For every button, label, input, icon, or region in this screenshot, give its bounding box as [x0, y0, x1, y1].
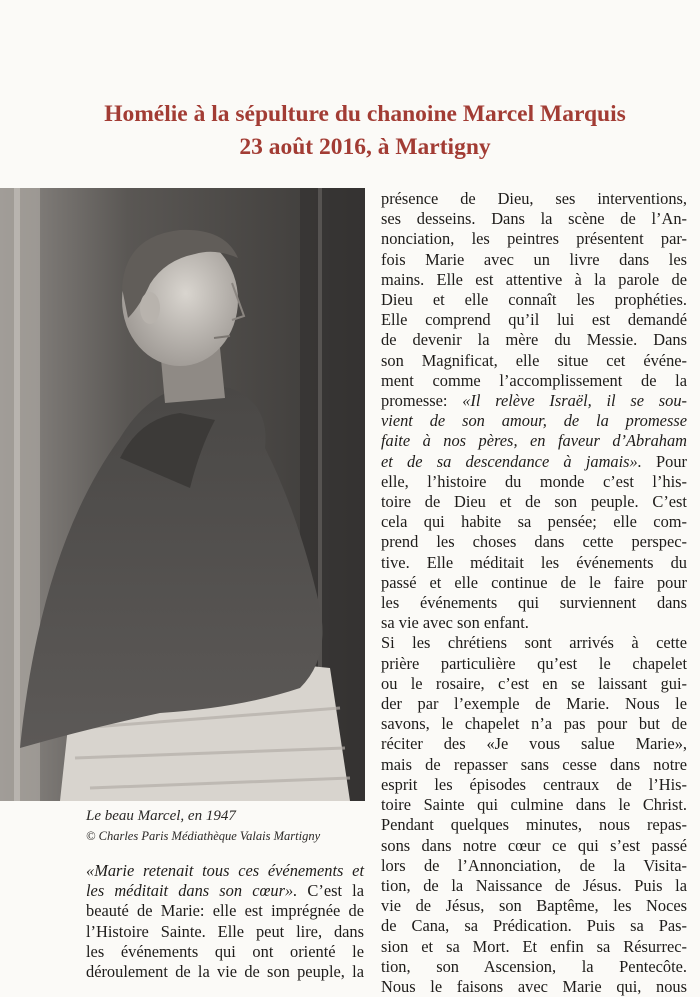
body-text: savons, le chapelet n’a pas pour but de: [381, 714, 687, 734]
text-line: [381, 775, 687, 795]
photo-credit: © Charles Paris Médiathèque Valais Martigny: [86, 829, 321, 843]
text-line: [381, 734, 687, 754]
body-text: son Magnificat, elle situe cet événe-: [381, 350, 687, 370]
body-text: Elle comprend qu’il lui est demandé: [381, 310, 687, 330]
text-line: [86, 901, 364, 921]
body-text: promesse:: [381, 391, 463, 411]
text-line: [381, 270, 687, 290]
body-text: beauté de Marie: elle est imprégnée de: [86, 901, 364, 921]
body-text: ses desseins. Dans la scène de l’An-: [381, 209, 687, 229]
text-line: [381, 553, 687, 573]
text-line: [381, 573, 687, 593]
text-line: [381, 391, 687, 411]
portrait-illustration: [0, 188, 365, 801]
body-text: mais de repasser sans cesse dans notre: [381, 754, 687, 774]
text-line: [381, 310, 687, 330]
body-text: les événements qui surviennent dans: [381, 593, 687, 613]
body-text: der par l’exemple de Marie. Nous le: [381, 694, 687, 714]
body-text: mains. Elle est attentive à la parole de: [381, 269, 687, 289]
text-line: [381, 815, 687, 835]
text-line: [381, 593, 687, 613]
text-line: [86, 942, 364, 962]
body-text: passé et elle continue de le faire pour: [381, 572, 687, 592]
body-text: ou le rosaire, c’est en se laissant gui-: [381, 673, 687, 693]
text-line: [381, 694, 687, 714]
quote-text: faite à nos pères, en faveur d’Abraham: [381, 431, 687, 451]
text-line: [381, 411, 687, 431]
quote-text: vient de son amour, de la promesse: [381, 411, 687, 431]
text-line: [381, 189, 687, 209]
quote-text: et de sa descendance à jamais».: [381, 451, 642, 471]
article-title: [40, 98, 690, 164]
body-text: tion, son Ascension, la Pentecôte.: [381, 956, 687, 976]
portrait-photo: [0, 188, 365, 801]
body-text: présence de Dieu, ses interventions,: [381, 189, 687, 208]
body-text: Nous le faisons avec Marie qui, nous: [381, 976, 687, 996]
body-text: cela qui habite sa pensée; elle com-: [381, 512, 687, 532]
text-line: [381, 452, 687, 472]
text-line: [381, 613, 687, 633]
right-text-column: [381, 189, 687, 997]
text-line: [381, 351, 687, 371]
photo-caption: [86, 806, 371, 846]
quote-text: «Marie retenait tous ces événements et: [86, 861, 364, 880]
body-text: prière particulière qu’est le chapelet: [381, 653, 687, 673]
body-text: tive. Elle méditait les événements du: [381, 552, 687, 572]
text-line: [381, 654, 687, 674]
body-text: sion et sa Mort. Et enfin sa Résurrec-: [381, 936, 687, 956]
body-text: nonciation, les peintres présentent par-: [381, 229, 687, 249]
title-line-1: Homélie à la sépulture du chanoine Marcel Marquis: [104, 101, 626, 127]
body-text: lors de l’Annonciation, de la Visita-: [381, 855, 687, 875]
body-text: Dieu et elle connaît les prophéties.: [381, 290, 687, 310]
body-text: de Cana, sa Prédication. Puis sa Pas-: [381, 916, 687, 936]
body-text: esprit les épisodes centraux de l’His-: [381, 774, 687, 794]
text-line: [86, 922, 364, 942]
text-line: [381, 674, 687, 694]
text-line: [86, 881, 364, 901]
text-line: [86, 962, 364, 982]
body-text: C’est la: [297, 881, 365, 901]
text-line: [381, 512, 687, 532]
text-line: [381, 836, 687, 856]
body-text: toire Sainte qui culmine dans le Christ.: [381, 795, 687, 815]
body-text: réciter des «Je vous salue Marie»,: [381, 734, 687, 754]
text-line: [381, 431, 687, 451]
text-line: [381, 977, 687, 997]
body-text: l’Histoire Sainte. Elle peut lire, dans: [86, 921, 364, 941]
body-text: fois Marie avec un livre dans les: [381, 249, 687, 269]
quote-text: les méditait dans son cœur».: [86, 881, 298, 901]
text-line: [381, 229, 687, 249]
text-line: [381, 330, 687, 350]
text-line: [381, 795, 687, 815]
left-text-column: [86, 861, 364, 982]
text-line: [381, 209, 687, 229]
title-line-2: 23 août 2016, à Martigny: [239, 134, 491, 160]
text-line: [381, 896, 687, 916]
body-text: de devenir la mère du Messie. Dans: [381, 330, 687, 350]
body-text: ment comme l’accomplissement de la: [381, 370, 687, 390]
body-text: Pour: [641, 451, 687, 471]
text-line: [381, 371, 687, 391]
body-text: Si les chrétiens sont arrivés à cette: [381, 633, 687, 653]
text-line: [381, 957, 687, 977]
text-line: [381, 492, 687, 512]
body-text: déroulement de la vie de son peuple, la: [86, 962, 364, 982]
text-line: [86, 861, 364, 881]
body-text: tion, de la Naissance de Jésus. Puis la: [381, 875, 687, 895]
text-line: [381, 633, 687, 653]
text-line: [381, 290, 687, 310]
text-line: [381, 937, 687, 957]
body-text: les événements qui ont orienté le: [86, 941, 364, 961]
text-line: [381, 472, 687, 492]
text-line: [381, 876, 687, 896]
body-text: elle, l’histoire du monde c’est l’his-: [381, 471, 687, 491]
body-text: prend les choses dans cette perspec-: [381, 532, 687, 552]
text-line: [381, 532, 687, 552]
text-line: [381, 916, 687, 936]
text-line: [381, 856, 687, 876]
body-text: toire de Dieu et de son peuple. C’est: [381, 492, 687, 512]
body-text: sons dans notre cœur ce qui s’est passé: [381, 835, 687, 855]
text-line: [381, 714, 687, 734]
body-text: Pendant quelques minutes, nous repas-: [381, 815, 687, 835]
body-text: sa vie avec son enfant.: [381, 613, 529, 633]
text-line: [381, 755, 687, 775]
text-line: [381, 250, 687, 270]
body-text: vie de Jésus, son Baptême, les Noces: [381, 896, 687, 916]
caption-text: Le beau Marcel, en 1947: [86, 808, 236, 824]
quote-text: «Il relève Israël, il se sou-: [462, 391, 687, 411]
